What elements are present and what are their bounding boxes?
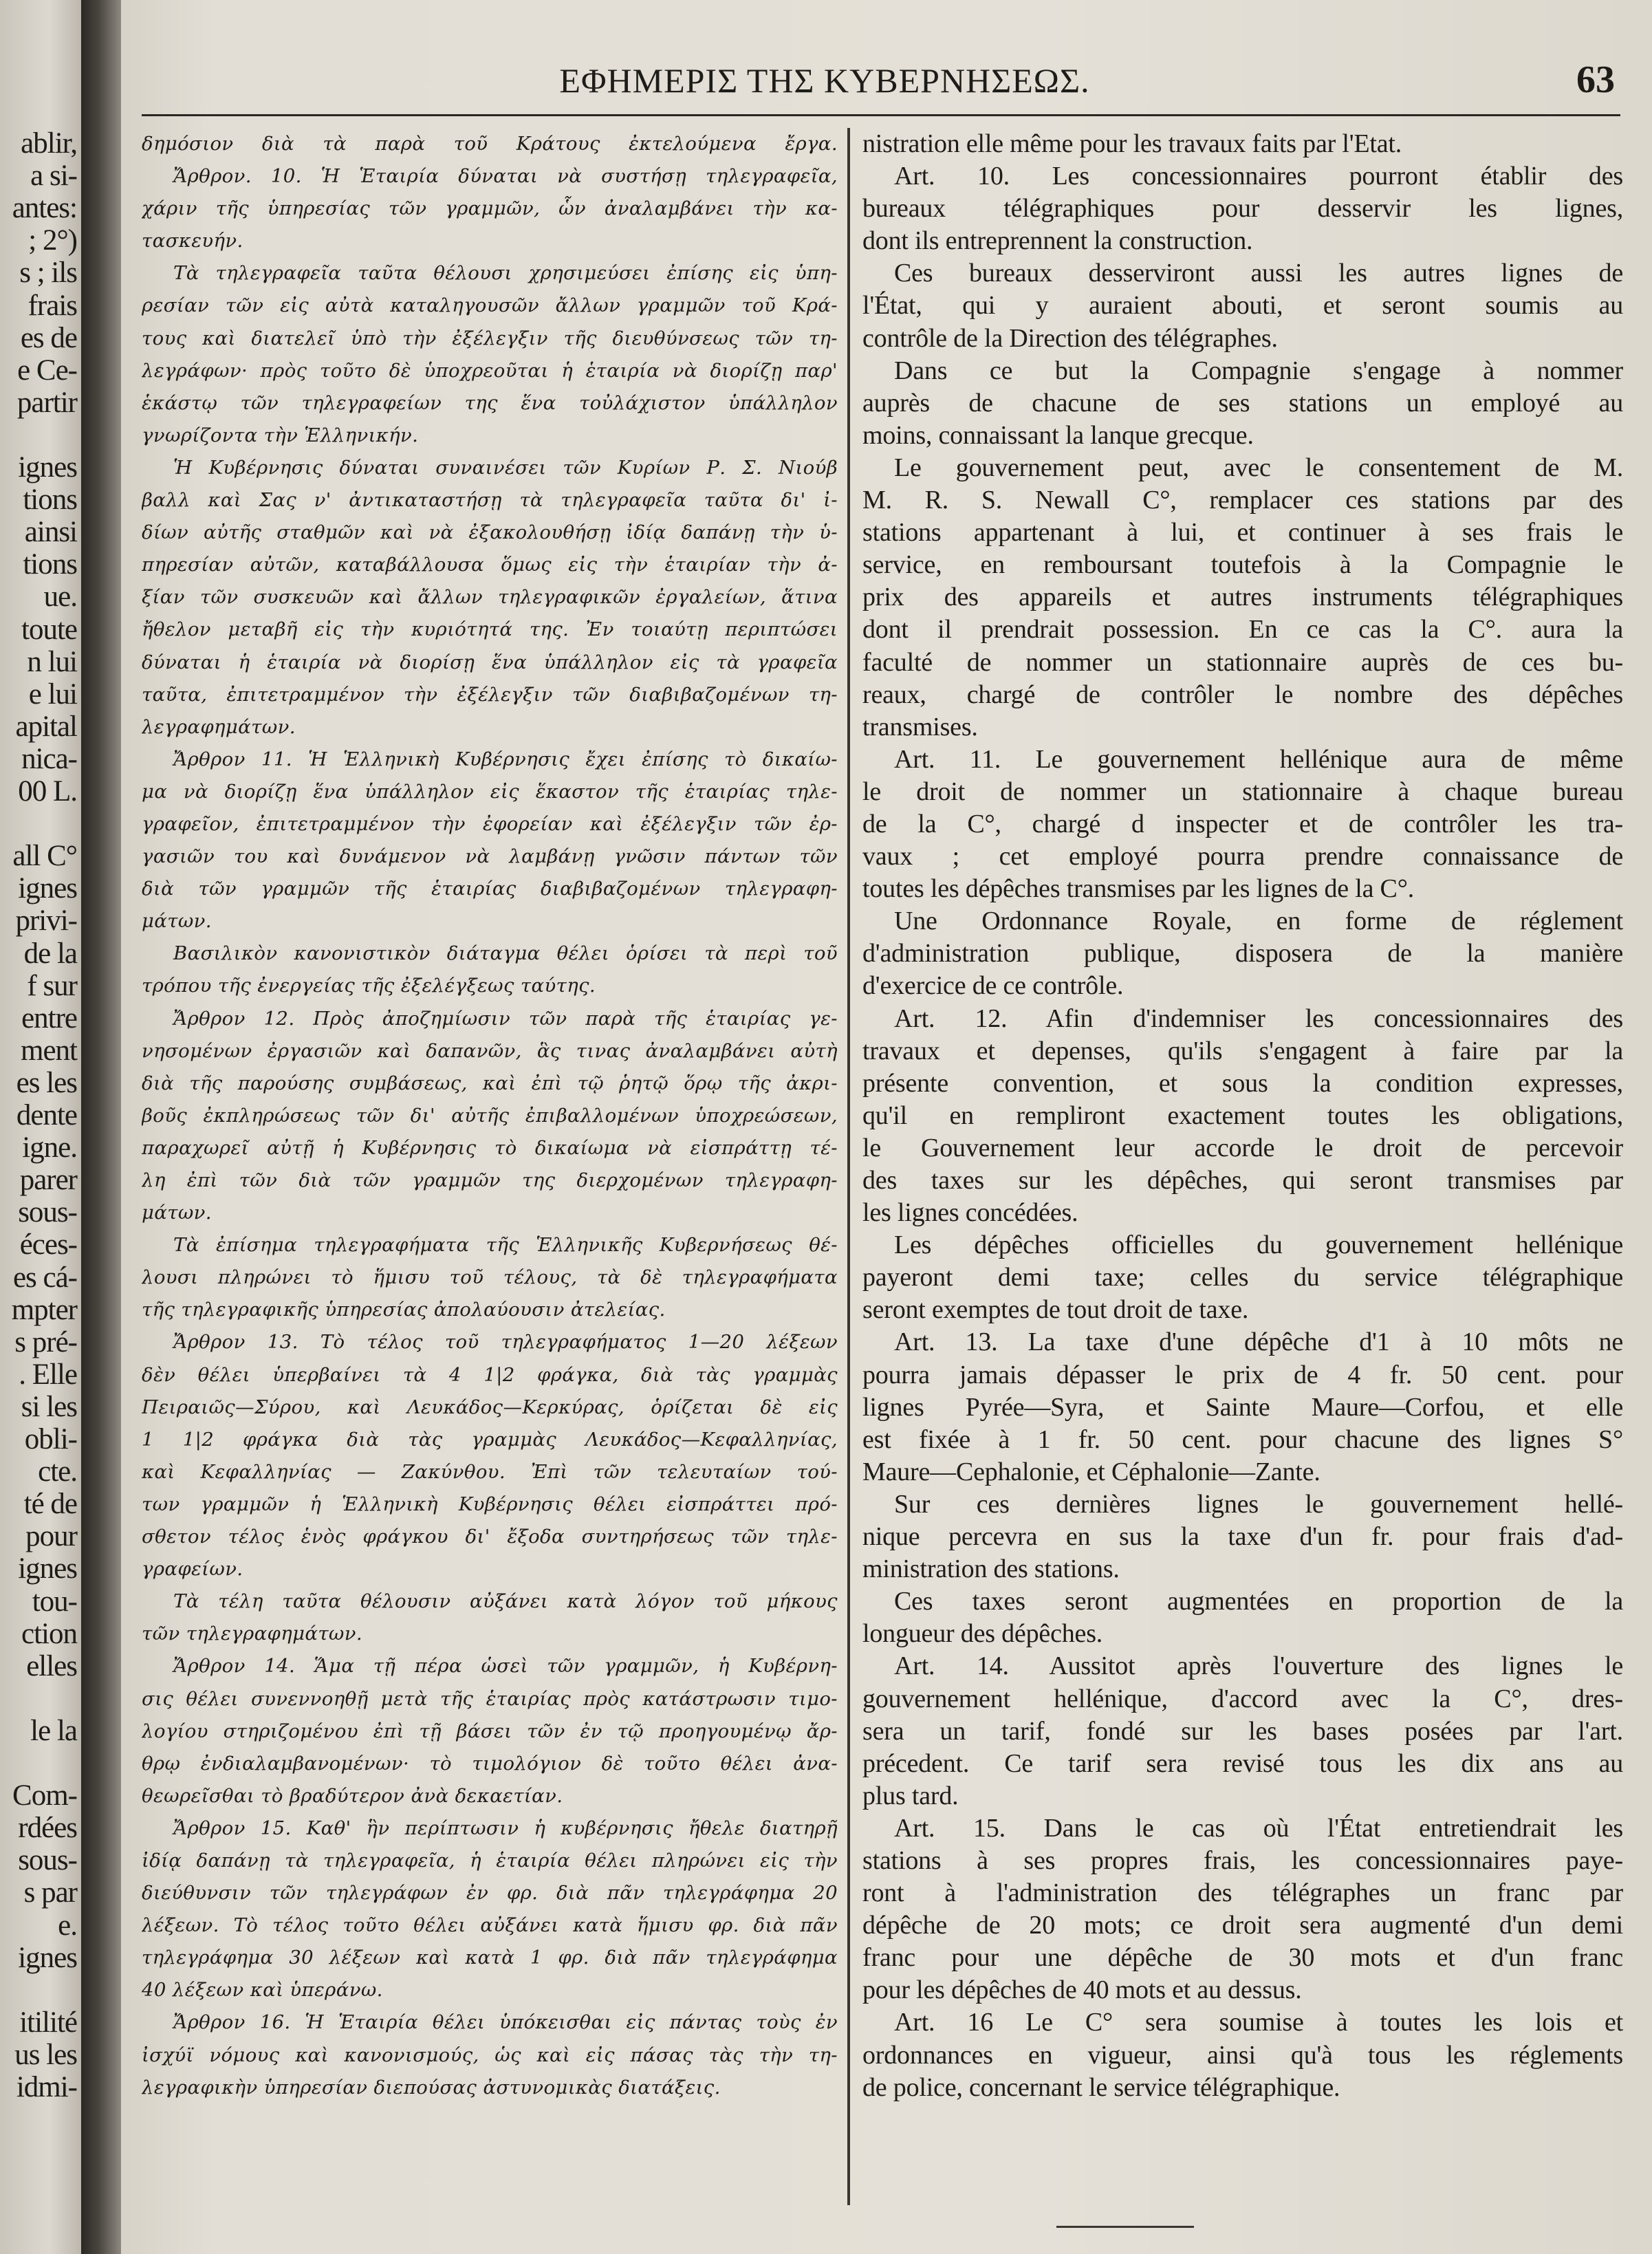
text-line: prix des appareils et autres instruments télégraphiques [862,583,1623,612]
text-line: Ces bureaux desserviront aussi les autres lignes de [894,259,1623,288]
facing-page-text-fragment: elles [26,1649,77,1682]
text-line: Τὰ ἐπίσημα τηλεγραφήματα τῆς Ἑλληνικῆς Κυβερνήσεως θέ- [173,1234,838,1257]
text-line: Ἄρθρον 15. Καθ' ἣν περίπτωσιν ἡ κυβέρνησις ἤθελε διατηρῇ [173,1817,838,1839]
facing-page-text-fragment: dente [16,1099,77,1131]
text-line: transmises. [862,712,978,741]
facing-page-text-fragment: igne. [22,1131,77,1164]
facing-page-text-fragment: toute [21,613,77,646]
page-header [121,58,1652,113]
text-line: Les dépêches officielles du gouvernement hellénique [894,1231,1623,1260]
text-line: ταῦτα, ἐπιτετραμμένον τὴν ἐξέλεγξιν τῶν διαβιβαζομένων τη- [142,683,838,706]
facing-page-text-fragment: tou- [32,1585,77,1618]
text-line: ρεσίαν τῶν εἰς αὐτὰ καταληγουσῶν ἄλλων γραμμῶν τοῦ Κρά- [142,294,838,317]
text-line: νησομένων ἐργασιῶν καὶ δαπανῶν, ἃς τινας ἀναλαμβάνει αὐτὴ [142,1039,838,1062]
text-line: λεγράφων· πρὸς τοῦτο δὲ ὑποχρεοῦται ἡ ἑταιρία νὰ διορίζῃ παρ' [142,359,838,382]
text-line: payeront demi taxe; celles du service télégraphique [862,1263,1623,1292]
text-line: γραφεῖον, ἐπιτετραμμένον τὴν ἐφορείαν καὶ ἐξέλεγξιν τῶν ἐρ- [142,812,838,835]
text-line: γασιῶν του καὶ δυνάμενον νὰ λαμβάνῃ γνῶσιν πάντων τῶν [142,845,838,868]
text-line: μάτων. [142,910,212,933]
text-line: διὰ τῶν γραμμῶν τῆς ἑταιρίας διαβιβαζομένων τηλεγραφη- [142,878,838,900]
text-line: λέξεων. Τὸ τέλος τοῦτο θέλει αὐξάνει κατὰ ἥμισυ φρ. διὰ πᾶν [142,1914,838,1937]
facing-page-text-fragment: es les [16,1066,77,1099]
facing-page-text-fragment: frais [28,289,77,322]
facing-page-text-fragment: éces- [19,1228,77,1261]
text-line: Ἄρθρον 12. Πρὸς ἀποζημίωσιν τῶν παρὰ τῆς ἑταιρίας γε- [173,1007,838,1030]
text-line: d'administration publique, disposera de la manière [862,939,1623,968]
text-line: γραφείων. [142,1558,243,1581]
text-line: ἰδίᾳ δαπάνῃ τὰ τηλεγραφεῖα, ἡ ἑταιρία θέλει πληρώνει εἰς τὴν [142,1849,838,1872]
text-line: stations à ses propres frais, les concessionnaires paye- [862,1845,1623,1875]
text-line: Τὰ τέλη ταῦτα θέλουσιν αὐξάνει κατὰ λόγον τοῦ μήκους [173,1590,838,1613]
text-line: Πειραιῶς—Σύρου, καὶ Λευκάδος—Κερκύρας, ὁρίζεται δὲ εἰς [142,1396,838,1418]
facing-page-text-fragment: e Ce- [17,354,77,387]
text-line: plus tard. [862,1781,959,1810]
gazette-page [121,0,1652,2254]
facing-page-text-fragment: ction [21,1617,77,1650]
facing-page-fragment [0,0,81,2254]
facing-page-text-fragment: de la [23,937,77,970]
text-line: σθετον τέλος ἑνὸς φράγκου δι' ἔξοδα συντηρήσεως τῶν τηλε- [142,1526,838,1548]
facing-page-text-fragment: ; 2°) [28,224,77,257]
facing-page-text-fragment: nica- [21,742,77,775]
text-line: service, en remboursant toutefois à la Compagnie le [862,550,1623,580]
text-line: Ἡ Κυβέρνησις δύναται συναινέσει τῶν Κυρίων Ρ. Σ. Νιούβ [173,456,838,479]
facing-page-text-fragment: es de [20,321,77,354]
facing-page-text-fragment: tions [23,484,77,517]
facing-page-text-fragment: a si- [30,160,77,193]
text-line: les lignes concédées. [862,1198,1078,1228]
text-line: est fixée à 1 fr. 50 cent. pour chacune des lignes S° [862,1424,1623,1454]
text-line: μα νὰ διορίζῃ ἕνα ὑπάλληλον εἰς ἕκαστον τῆς ἑταιρίας τηλε- [142,780,838,803]
text-line: τους καὶ διατελεῖ ὑπὸ τὴν ἐξέλεγξιν τῆς διευθύνσεως τῶν τη- [142,327,838,349]
facing-page-text-fragment: parer [19,1164,77,1197]
text-line: travaux et depenses, qu'ils s'engagent à faire par la [862,1036,1623,1065]
text-line: Τὰ τηλεγραφεῖα ταῦτα θέλουσι χρησιμεύσει ἐπίσης εἰς ὑπη- [173,262,838,285]
facing-page-text-fragment: ablir, [21,127,77,160]
text-line: présente convention, et sous la condition expresses, [862,1068,1623,1098]
text-line: δημόσιον διὰ τὰ παρὰ τοῦ Κράτους ἐκτελούμενα ἔργα. [142,133,838,155]
text-line: λη ἐπὶ τῶν διὰ τῶν γραμμῶν της διερχομένων τηλεγραφη- [142,1169,838,1191]
text-line: Art. 14. Aussitot après l'ouverture des lignes le [894,1651,1623,1681]
facing-page-text-fragment: sous- [18,1844,77,1877]
facing-page-text-fragment: n lui [27,645,77,678]
text-line: le droit de nommer un stationnaire à chaque bureau [862,777,1623,806]
facing-page-text-fragment: . Elle [19,1358,77,1391]
text-line: δίων αὐτῆς σταθμῶν καὶ νὰ ἐξακολουθήσῃ ἰδίᾳ δαπάνῃ τὴν ὑ- [142,521,838,544]
facing-page-text-fragment: ignes [18,451,77,484]
text-line: δὲν θέλει ὑπερβαίνει τὰ 4 1|2 φράγκα, διὰ τὰς γραμμὰς [142,1363,838,1386]
text-line: nistration elle même pour les travaux faits par l'Etat. [862,129,1402,158]
text-line: M. R. S. Newall C°, remplacer ces stations par des [862,486,1623,515]
facing-page-text-fragment: idmi- [16,2071,77,2103]
text-line: διεύθυνσιν τῶν τηλεγράφων ἐν φρ. διὰ πᾶν τηλεγράφημα 20 [142,1882,838,1905]
text-line: γνωρίζοντα τὴν Ἑλληνικήν. [142,424,419,446]
text-line: gouvernement hellénique, d'accord avec la C°, dres- [862,1684,1623,1713]
text-line: παραχωρεῖ αὐτῇ ἡ Κυβέρνησις τὸ δικαίωμα νὰ εἰσπράττῃ τέ- [142,1136,838,1159]
facing-page-text-fragment: sous- [18,1196,77,1229]
text-line: καὶ Κεφαλληνίας — Ζακύνθου. Ἐπὶ τῶν τελευταίων τού- [142,1460,838,1483]
text-line: ἑκάστῳ τῶν τηλεγραφείων της ἕνα τοὐλάχιστον ὑπάλληλον [142,391,838,414]
facing-page-text-fragment: le la [30,1714,77,1747]
facing-page-text-fragment: partir [17,386,77,419]
facing-page-text-fragment: ainsi [24,516,77,549]
text-line: stations appartenant à lui, et continuer à ses frais le [862,518,1623,548]
text-line: seront exemptes de tout droit de taxe. [862,1295,1249,1325]
text-line: le Gouvernement leur accorde le droit de percevoir [862,1133,1623,1162]
column-divider [847,128,850,2205]
text-line: d'exercice de ce contrôle. [862,971,1124,1001]
text-line: auprès de chacune de ses stations un employé au [862,388,1623,418]
facing-page-text-fragment: ignes [18,872,77,905]
text-line: Ἄρθρον 13. Τὸ τέλος τοῦ τηλεγραφήματος 1—20 λέξεων [173,1331,838,1354]
text-line: τασκευήν. [142,230,243,252]
text-line: faculté de nommer un stationnaire auprès de ces bu- [862,647,1623,677]
facing-page-text-fragment: all C° [12,840,77,873]
facing-page-text-fragment: si les [21,1390,77,1423]
facing-page-text-fragment: ment [21,1034,77,1067]
facing-page-text-fragment: s pré- [14,1325,77,1358]
facing-page-text-fragment: té de [23,1488,77,1521]
text-line: Art. 12. Afin d'indemniser les concessionnaires des [894,1004,1623,1033]
facing-page-text-fragment: ignes [18,1552,77,1585]
text-line: λεγραφικὴν ὑπηρεσίαν διεπούσας ἀστυνομικὰς διατάξεις. [142,2076,721,2099]
text-line: Ἄρθρον 14. Ἅμα τῇ πέρα ὡσεὶ τῶν γραμμῶν, ἡ Κυβέρνη- [173,1655,838,1678]
text-line: ξίαν τῶν συσκευῶν καὶ ἄλλων τηλεγραφικῶν ἐργαλείων, ἅτινα [142,586,838,609]
text-line: reaux, chargé de contrôler le nombre des dépêches [862,680,1623,709]
facing-page-text-fragment: 00 L. [18,775,77,808]
facing-page-text-fragment: tions [23,548,77,581]
facing-page-text-fragment: itilité [19,2006,77,2039]
text-line: précedent. Ce tarif sera revisé tous les dix ans au [862,1748,1623,1778]
facing-page-text-fragment: Com- [12,1779,77,1812]
facing-page-text-fragment: entre [21,1001,77,1034]
text-line: Art. 16 Le C° sera soumise à toutes les lois et [894,2008,1623,2037]
text-line: ordonnances en vigueur, ainsi qu'à tous les réglements [862,2040,1623,2070]
text-line: dont il prendrait possession. En ce cas la C°. aura la [862,615,1623,644]
text-line: toutes les dépêches transmises par les lignes de la C°. [862,874,1414,904]
facing-page-text-fragment: us les [14,2038,77,2071]
facing-page-text-fragment: rdées [18,1812,77,1845]
text-line: 40 λέξεων καὶ ὑπεράνω. [142,1979,383,2002]
page-title: ΕΦΗΜΕΡΙΣ ΤΗΣ ΚΥΒΕΡΝΗΣΕΩΣ. [559,61,1090,100]
text-line: πηρεσίαν αὐτῶν, καταβάλλουσα ὅμως εἰς τὴν ἑταιρίαν τὴν ἀ- [142,554,838,576]
end-rule [1056,2226,1194,2228]
text-line: ministration des stations. [862,1554,1120,1584]
text-line: franc pour une dépêche de 30 mots et d'un franc [862,1943,1623,1973]
facing-page-text-fragment: ignes [18,1941,77,1974]
text-line: Βασιλικὸν κανονιστικὸν διάταγμα θέλει ὁρίσει τὰ περὶ τοῦ [173,942,838,965]
text-line: Le gouvernement peut, avec le consentement de M. [894,453,1623,482]
text-line: λεγραφημάτων. [142,715,296,738]
text-line: των γραμμῶν ἡ Ἑλληνικὴ Κυβέρνησις θέλει εἰσπράττει πρό- [142,1493,838,1515]
text-line: Art. 11. Le gouvernement hellénique aura de même [894,744,1623,774]
text-line: τηλεγράφημα 30 λέξεων καὶ κατὰ 1 φρ. διὰ πᾶν τηλεγράφημα [142,1947,838,1969]
text-line: θεωρεῖσθαι τὸ βραδύτερον ἀνὰ δεκαετίαν. [142,1784,563,1807]
text-line: Dans ce but la Compagnie s'engage à nommer [894,356,1623,385]
text-line: longueur des dépêches. [862,1619,1103,1649]
text-line: nique percevra en sus la taxe d'un fr. pour frais d'ad- [862,1522,1623,1552]
facing-page-text-fragment: pour [25,1520,77,1553]
text-line: des taxes sur les dépêches, qui seront transmises par [862,1166,1623,1195]
text-line: dont ils entreprennent la construction. [862,226,1253,256]
text-line: τῆς τηλεγραφικῆς ὑπηρεσίας ἀπολαύουσιν ἀτελείας. [142,1299,666,1321]
text-line: dépêche de 20 mots; ce droit sera augmenté d'un demi [862,1911,1623,1940]
facing-page-text-fragment: s ; ils [19,257,77,290]
text-line: pourra jamais dépasser le prix de 4 fr. 50 cent. pour [862,1360,1623,1389]
text-line: ἤθελον μεταβῆ εἰς τὴν κυριότητά της. Ἐν τοιαύτῃ περιπτώσει [142,618,838,641]
text-line: Ces taxes seront augmentées en proportion de la [894,1587,1623,1616]
text-line: Une Ordonnance Royale, en forme de réglement [894,907,1623,936]
text-line: 1 1|2 φράγκα διὰ τὰς γραμμὰς Λευκάδος—Κεφαλληνίας, [142,1428,838,1451]
text-line: σις θέλει συνεννοηθῇ μετὰ τῆς ἑταιρίας πρὸς κατάστρωσιν τιμο- [142,1687,838,1710]
french-text-column [862,128,1623,2104]
text-line: τρόπου τῆς ἐνεργείας τῆς ἐξελέγξεως ταύτης. [142,975,596,997]
text-line: βοῦς ἐκπληρώσεως τῶν δι' αὐτῆς ἐπιβαλλομένων ὑποχρεώσεων, [142,1104,838,1127]
facing-page-text-fragment: apital [15,710,77,743]
text-line: Art. 13. La taxe d'une dépêche d'1 à 10 môts ne [894,1328,1623,1357]
facing-page-text-fragment: es cá- [12,1261,77,1294]
text-line: Ἄρθρον 11. Ἡ Ἑλληνικὴ Κυβέρνησις ἔχει ἐπίσης τὸ δικαίω- [173,748,838,770]
text-line: vaux ; cet employé pourra prendre connaissance de [862,842,1623,871]
text-line: Sur ces dernières lignes le gouvernement hellé- [894,1489,1623,1519]
text-line: de la C°, chargé d inspecter et de contrôler les tra- [862,809,1623,838]
facing-page-text-fragment: obli- [24,1423,77,1455]
text-line: Art. 10. Les concessionnaires pourront établir des [894,162,1623,191]
text-line: θρῳ ἐνδιαλαμβανομένων· τὸ τιμολόγιον δὲ τοῦτο θέλει ἀνα- [142,1752,838,1775]
facing-page-text-fragment: e. [58,1909,77,1942]
text-line: Ἄρθρον. 10. Ἡ Ἑταιρία δύναται νὰ συστήσῃ τηλεγραφεῖα, [173,165,838,188]
facing-page-text-fragment: antes: [12,192,77,225]
header-rule [142,114,1620,116]
text-line: Maure—Cephalonie, et Céphalonie—Zante. [862,1457,1320,1486]
text-line: λουσι πληρώνει τὸ ἥμισυ τοῦ τέλους, τὰ δὲ τηλεγραφήματα [142,1266,838,1289]
text-line: bureaux télégraphiques pour desservir les lignes, [862,194,1623,224]
text-line: Art. 15. Dans le cas où l'État entretiendrait les [894,1813,1623,1843]
facing-page-text-fragment: cte. [38,1455,77,1488]
text-line: χάριν τῆς ὑπηρεσίας τῶν γραμμῶν, ὧν ἀναλαμβάνει τὴν κα- [142,197,838,220]
text-line: διὰ τῆς παρούσης συμβάσεως, καὶ ἐπὶ τῷ ῥητῷ ὅρῳ τῆς ἀκρι- [142,1072,838,1094]
text-line: Ἄρθρον 16. Ἡ Ἑταιρία θέλει ὑπόκεισθαι εἰς πάντας τοὺς ἐν [173,2011,838,2034]
text-line: λογίου στηριζομένου ἐπὶ τῇ βάσει τῶν ἐν τῷ προηγουμένῳ ἄρ- [142,1720,838,1742]
text-line: de police, concernant le service télégraphique. [862,2072,1340,2102]
facing-page-text-fragment: f sur [27,969,77,1002]
text-line: contrôle de la Direction des télégraphes. [862,323,1278,353]
text-line: moins, connaissant la lanque grecque. [862,420,1254,450]
text-line: δύναται ἡ ἑταιρία νὰ διορίσῃ ἕνα ὑπάλληλον εἰς τὰ γραφεῖα [142,651,838,673]
text-line: μάτων. [142,1202,212,1224]
text-line: ἰσχύϊ νόμους καὶ κανονισμούς, ὡς καὶ εἰς πάσας τὰς τὴν τη- [142,2044,838,2066]
text-line: qu'il en rempliront exactement toutes les obligations, [862,1101,1623,1130]
facing-page-text-fragment: ue. [43,581,77,614]
text-line: τῶν τηλεγραφημάτων. [142,1623,363,1645]
text-line: sera un tarif, fondé sur les bases posées par l'art. [862,1716,1623,1746]
page-number: 63 [1576,58,1615,101]
facing-page-text-fragment: e lui [28,678,77,711]
text-line: βαλλ καὶ Σας ν' ἀντικαταστήσῃ τὰ τηλεγραφεῖα ταῦτα δι' ἰ- [142,489,838,512]
facing-page-text-fragment: s par [23,1876,77,1909]
facing-page-text-fragment: privi- [15,904,77,938]
text-line: l'État, qui y auraient abouti, et seront soumis au [862,291,1623,321]
book-gutter [81,0,121,2254]
text-line: lignes Pyrée—Syra, et Sainte Maure—Corfou, et elle [862,1392,1623,1422]
facing-page-text-fragment: mpter [11,1293,77,1326]
greek-text-column [142,128,838,2104]
text-line: pour les dépêches de 40 mots et au dessus. [862,1975,1302,2005]
text-line: ront à l'administration des télégraphes un franc par [862,1878,1623,1908]
